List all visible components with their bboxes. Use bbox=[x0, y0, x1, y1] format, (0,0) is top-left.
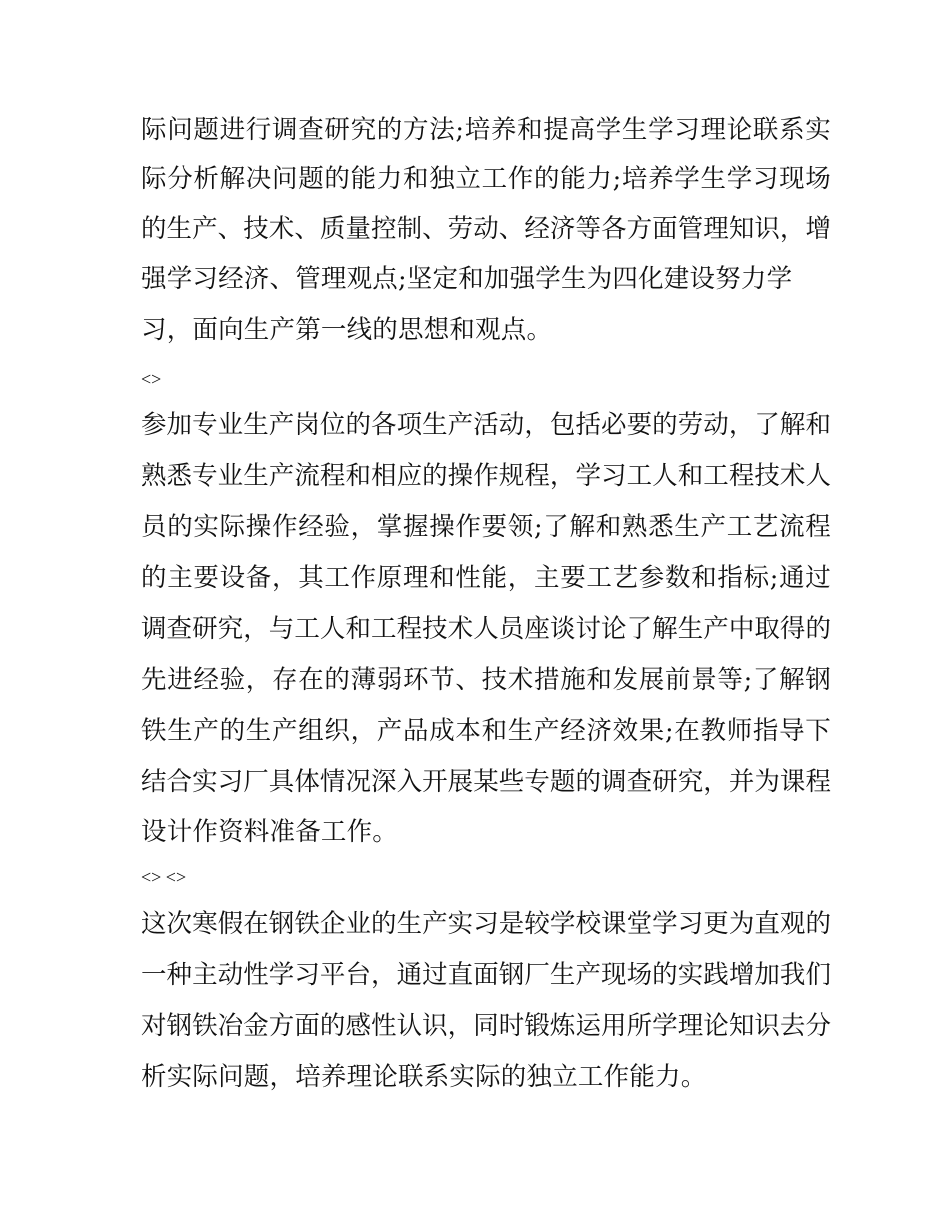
text-line: 员的实际操作经验，掌握操作要领;了解和熟悉生产工艺流程 bbox=[141, 512, 831, 542]
text-line: 际分析解决问题的能力和独立工作的能力;培养学生学习现场 bbox=[141, 164, 831, 194]
text-line: 结合实习厂具体情况深入开展某些专题的调查研究，并为课程 bbox=[141, 767, 831, 797]
text-line: 这次寒假在钢铁企业的生产实习是较学校课堂学习更为直观的 bbox=[141, 909, 831, 939]
text-line: 铁生产的生产组织，产品成本和生产经济效果;在教师指导下 bbox=[141, 716, 831, 746]
text-line: 熟悉专业生产流程和相应的操作规程，学习工人和工程技术人 bbox=[141, 461, 831, 491]
text-line: 先进经验，存在的薄弱环节、技术措施和发展前景等;了解钢 bbox=[141, 665, 831, 695]
text-line: 习，面向生产第一线的思想和观点。 bbox=[141, 315, 553, 345]
text-line: 的生产、技术、质量控制、劳动、经济等各方面管理知识，增 bbox=[141, 214, 831, 244]
text-line: 参加专业生产岗位的各项生产活动，包括必要的劳动，了解和 bbox=[141, 410, 831, 440]
text-line: 析实际问题，培养理论联系实际的独立工作能力。 bbox=[141, 1062, 707, 1092]
text-line: 一种主动性学习平台，通过直面钢厂生产现场的实践增加我们 bbox=[141, 960, 831, 990]
text-line: 调查研究，与工人和工程技术人员座谈讨论了解生产中取得的 bbox=[141, 614, 831, 644]
section-marker: <> bbox=[141, 369, 162, 389]
text-line: 际问题进行调查研究的方法;培养和提高学生学习理论联系实 bbox=[141, 115, 831, 145]
section-marker: <> <> bbox=[141, 867, 187, 887]
text-line: 对钢铁冶金方面的感性认识，同时锻炼运用所学理论知识去分 bbox=[141, 1011, 831, 1041]
text-line: 强学习经济、管理观点;坚定和加强学生为四化建设努力学 bbox=[141, 264, 793, 294]
text-line: 设计作资料准备工作。 bbox=[141, 817, 399, 847]
text-line: 的主要设备，其工作原理和性能，主要工艺参数和指标;通过 bbox=[141, 563, 831, 593]
